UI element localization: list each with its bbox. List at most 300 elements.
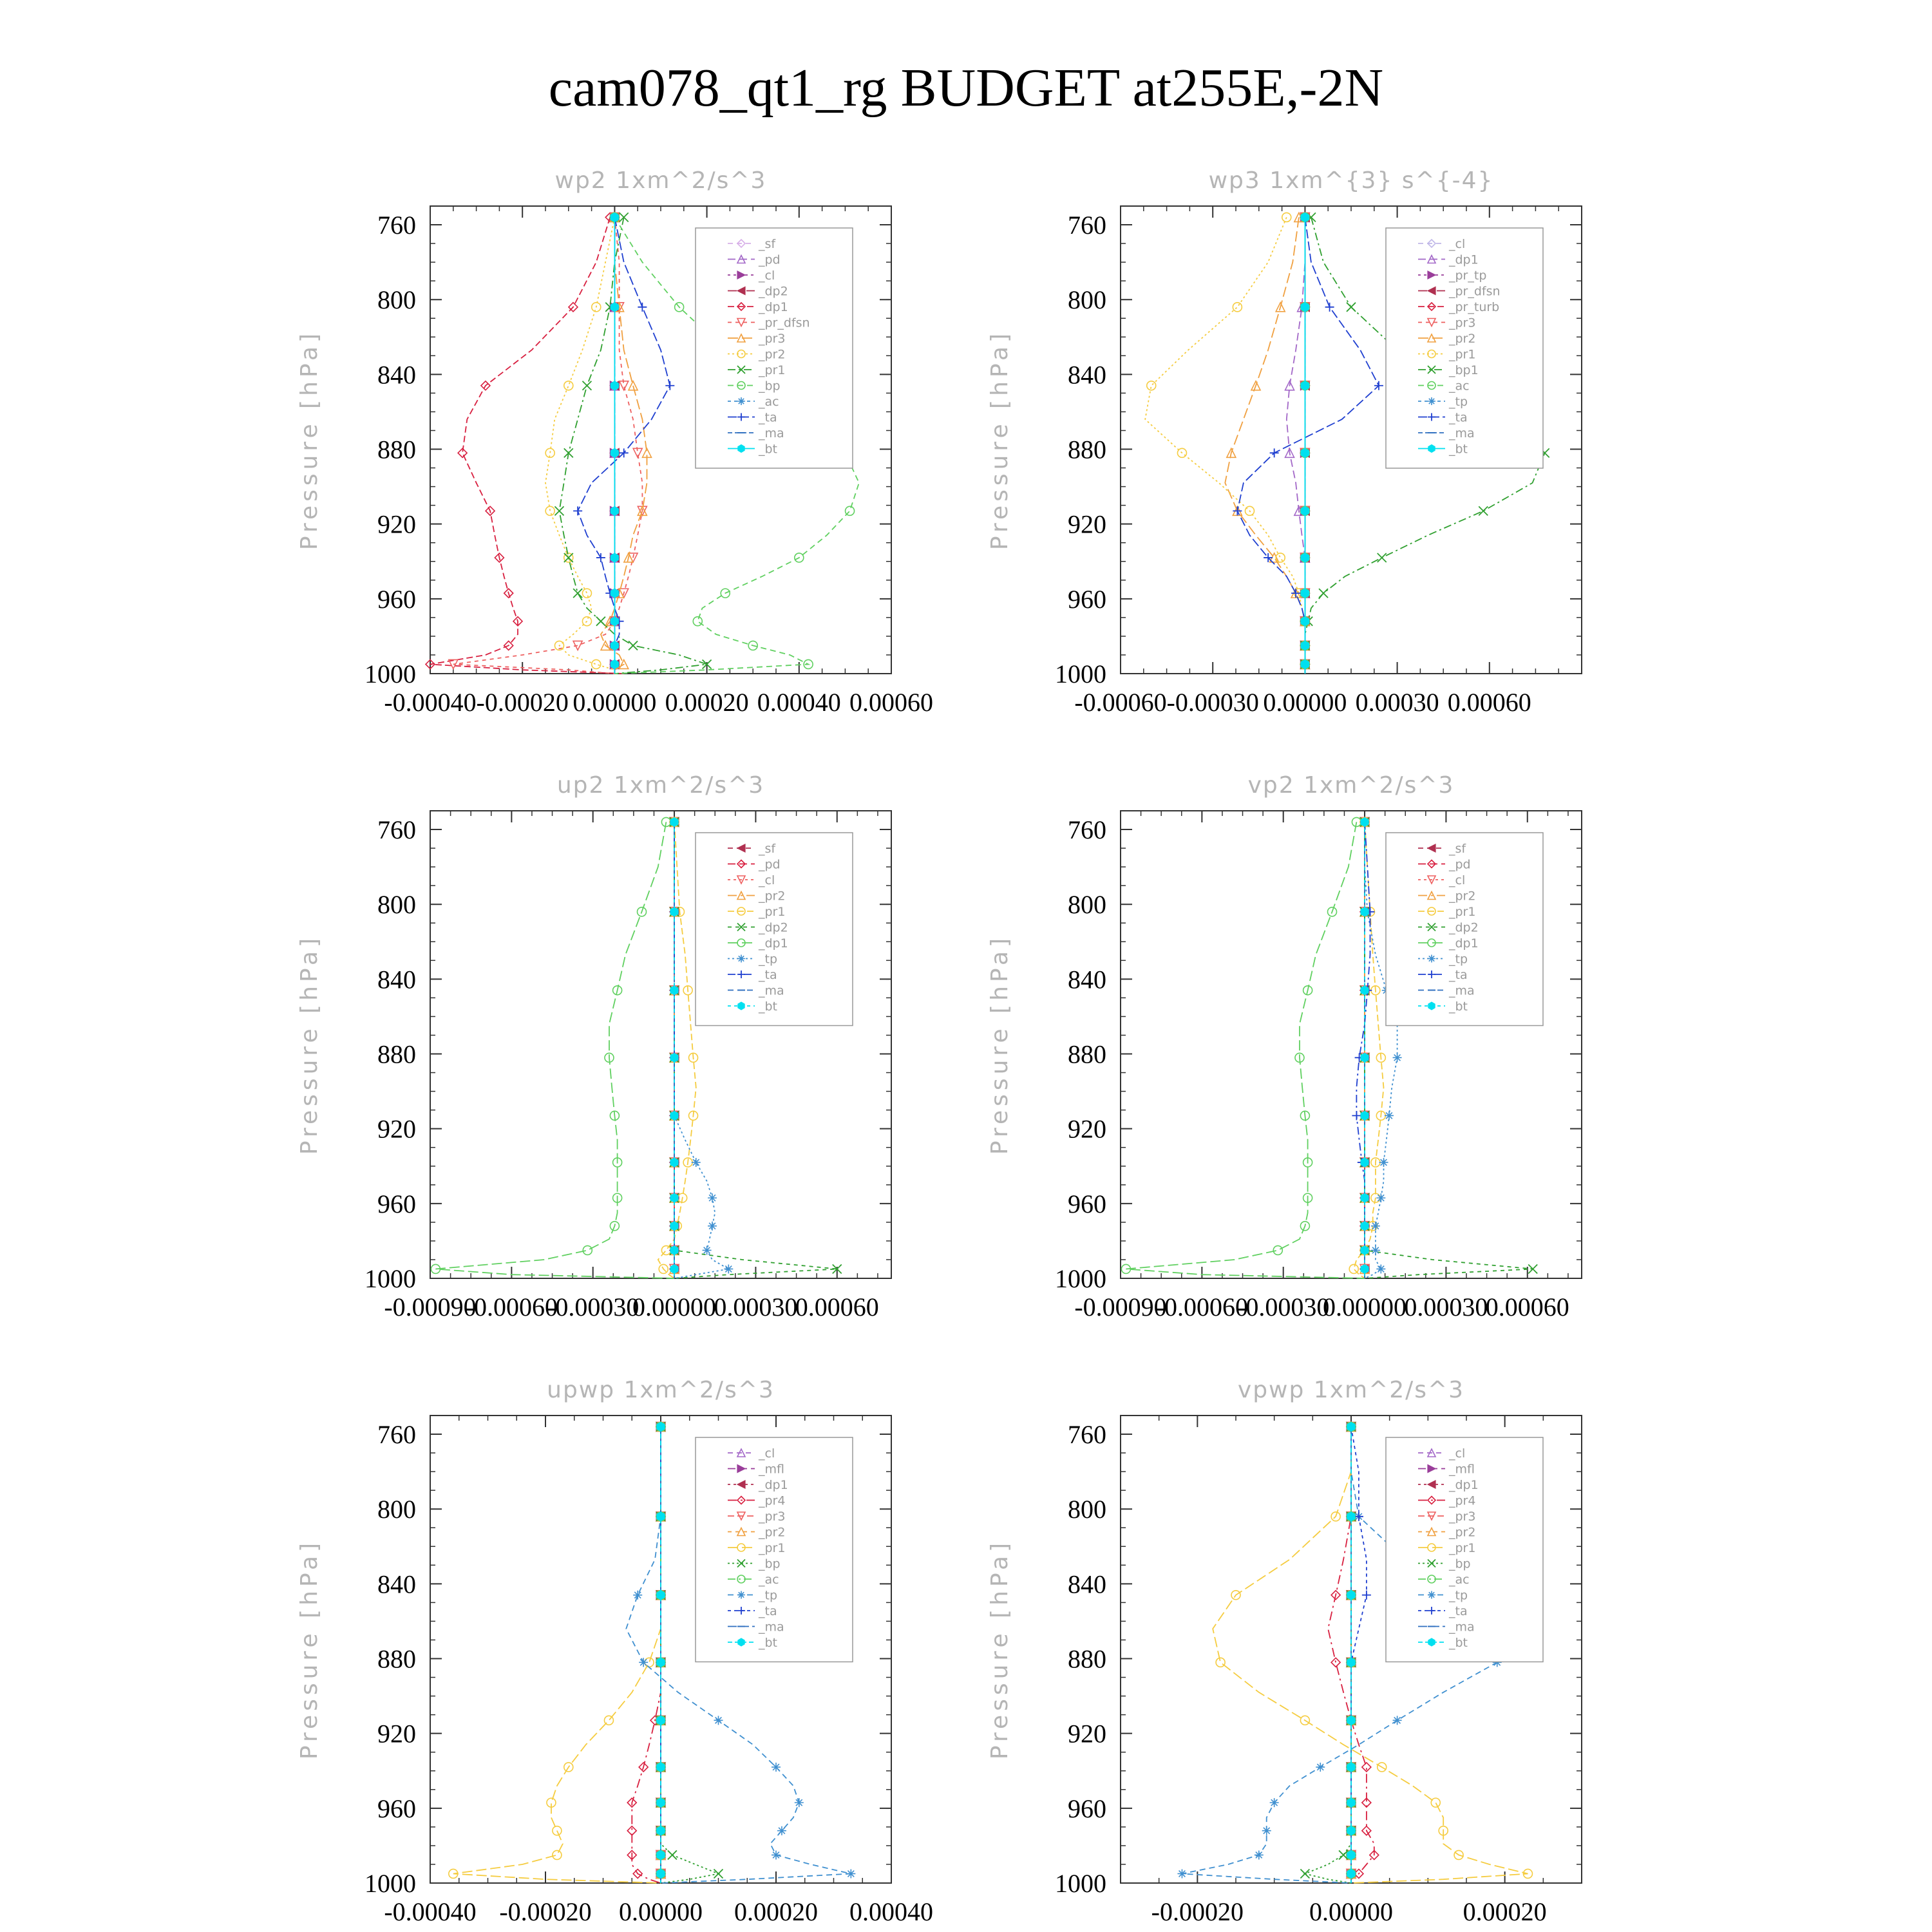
legend-label: _ta bbox=[1449, 968, 1468, 982]
x-tick-label: 0.00040 bbox=[849, 1897, 933, 1926]
y-axis-label: Pressure [hPa] bbox=[296, 1539, 323, 1760]
data-point bbox=[657, 1591, 665, 1600]
y-tick-label: 840 bbox=[1068, 965, 1106, 994]
legend-label: _sf bbox=[1449, 842, 1466, 856]
series-line bbox=[578, 217, 670, 674]
data-point bbox=[1316, 1763, 1325, 1772]
data-point bbox=[693, 617, 702, 626]
data-point bbox=[554, 506, 564, 515]
data-point bbox=[657, 1422, 665, 1431]
y-tick-label: 800 bbox=[1068, 285, 1106, 315]
y-tick-label: 840 bbox=[377, 360, 416, 390]
data-point bbox=[611, 641, 618, 650]
y-tick-label: 960 bbox=[1068, 584, 1106, 614]
legend-label: _ta bbox=[1449, 410, 1468, 425]
y-axis-label: Pressure [hPa] bbox=[987, 934, 1013, 1155]
data-point bbox=[670, 1053, 678, 1062]
data-point bbox=[1262, 1826, 1271, 1835]
y-tick-label: 840 bbox=[377, 1569, 416, 1599]
y-tick-label: 1000 bbox=[1055, 659, 1106, 688]
data-point bbox=[703, 1245, 712, 1255]
legend-label: _mfl bbox=[759, 1462, 784, 1477]
series-dp1 bbox=[431, 817, 674, 1278]
data-point bbox=[1362, 1763, 1371, 1772]
data-point bbox=[629, 381, 638, 390]
data-point bbox=[1361, 1111, 1368, 1120]
data-point bbox=[611, 589, 618, 598]
y-tick-label: 800 bbox=[377, 285, 416, 315]
legend-label: _cl bbox=[759, 269, 775, 283]
x-tick-label: -0.00020 bbox=[1151, 1897, 1244, 1926]
data-point bbox=[1301, 641, 1309, 650]
series-line bbox=[435, 822, 674, 1278]
data-point bbox=[1177, 1869, 1186, 1878]
series-bt bbox=[611, 213, 618, 674]
chart-panel-6 bbox=[987, 1377, 1582, 1926]
data-point bbox=[1379, 1158, 1388, 1167]
series-line bbox=[1126, 822, 1365, 1278]
legend-label: _tp bbox=[759, 1588, 778, 1603]
data-point bbox=[1385, 1111, 1394, 1120]
data-point bbox=[583, 1245, 592, 1255]
data-point bbox=[553, 1850, 562, 1859]
series-line bbox=[1225, 217, 1305, 674]
data-point bbox=[670, 817, 678, 826]
data-point bbox=[1361, 1265, 1368, 1274]
legend-marker bbox=[1428, 1002, 1435, 1010]
legend-label: _cl bbox=[1449, 873, 1466, 887]
legend-label: _pr2 bbox=[1449, 332, 1476, 346]
legend-label: _dp1 bbox=[1449, 252, 1479, 267]
legend-label: _pd bbox=[1449, 857, 1471, 872]
legend-marker bbox=[1428, 1591, 1435, 1599]
y-axis-label: Pressure [hPa] bbox=[296, 934, 323, 1155]
legend-marker bbox=[738, 1002, 744, 1010]
series-line bbox=[545, 217, 614, 674]
data-point bbox=[1361, 1053, 1368, 1062]
panel-title: up2 1xm^2/s^3 bbox=[556, 772, 765, 799]
data-point bbox=[1362, 1591, 1371, 1600]
legend-label: _bt bbox=[1449, 999, 1468, 1014]
x-tick-label: 0.00030 bbox=[1355, 688, 1439, 717]
y-tick-label: 760 bbox=[1068, 211, 1106, 240]
data-point bbox=[1233, 506, 1242, 515]
y-tick-label: 760 bbox=[377, 1420, 416, 1450]
data-point bbox=[1347, 1850, 1355, 1859]
y-tick-label: 1000 bbox=[365, 1264, 416, 1293]
y-tick-label: 880 bbox=[1068, 1039, 1106, 1069]
y-tick-label: 960 bbox=[377, 1189, 416, 1218]
data-point bbox=[611, 303, 618, 312]
data-point bbox=[1270, 1798, 1279, 1807]
chart-panel-4 bbox=[987, 772, 1582, 1321]
data-point bbox=[1361, 1158, 1368, 1167]
data-point bbox=[657, 1826, 665, 1835]
data-point bbox=[846, 506, 855, 515]
legend-label: _ta bbox=[759, 410, 777, 425]
y-tick-label: 1000 bbox=[1055, 1869, 1106, 1898]
legend bbox=[1386, 833, 1543, 1026]
data-point bbox=[1255, 1850, 1264, 1859]
data-point bbox=[1233, 303, 1242, 312]
legend-label: _tp bbox=[1449, 1588, 1468, 1603]
legend-marker bbox=[737, 955, 745, 963]
legend-label: _ta bbox=[759, 1604, 777, 1618]
x-tick-label: 0.00020 bbox=[734, 1897, 818, 1926]
y-tick-label: 920 bbox=[1068, 509, 1106, 539]
data-point bbox=[573, 589, 582, 598]
series-dp1 bbox=[1285, 213, 1310, 674]
data-point bbox=[1361, 1245, 1368, 1255]
data-point bbox=[724, 1264, 733, 1273]
y-tick-label: 840 bbox=[1068, 1569, 1106, 1599]
legend-label: _pr2 bbox=[1449, 1525, 1476, 1540]
data-point bbox=[1347, 1870, 1355, 1879]
legend-marker bbox=[1428, 1638, 1435, 1646]
data-point bbox=[657, 1716, 665, 1725]
chart-panel-3 bbox=[296, 772, 891, 1321]
data-point bbox=[1361, 1193, 1368, 1202]
legend-label: _pr1 bbox=[759, 905, 786, 919]
legend-label: _pr3 bbox=[1449, 316, 1476, 330]
x-tick-label: 0.00060 bbox=[1485, 1293, 1569, 1321]
x-tick-label: 0.00020 bbox=[1463, 1897, 1547, 1926]
y-tick-label: 960 bbox=[1068, 1794, 1106, 1823]
legend-label: _dp1 bbox=[1449, 936, 1479, 951]
x-tick-label: -0.00020 bbox=[476, 688, 569, 717]
data-point bbox=[657, 1512, 665, 1521]
data-point bbox=[1393, 1716, 1402, 1725]
legend-label: _ac bbox=[1449, 379, 1470, 393]
data-point bbox=[657, 1850, 665, 1859]
legend bbox=[1386, 228, 1543, 468]
legend-label: _pr1 bbox=[1449, 347, 1476, 362]
legend bbox=[696, 833, 853, 1026]
data-point bbox=[1378, 553, 1387, 562]
series-dp1 bbox=[426, 213, 624, 674]
data-point bbox=[582, 381, 591, 390]
legend bbox=[696, 1437, 853, 1662]
legend-label: _bt bbox=[759, 999, 778, 1014]
legend-label: _pr1 bbox=[1449, 905, 1476, 919]
legend-label: _ac bbox=[759, 1573, 779, 1587]
data-point bbox=[1301, 617, 1309, 626]
legend-marker bbox=[738, 445, 744, 453]
y-tick-label: 880 bbox=[377, 435, 416, 464]
y-axis-label: Pressure [hPa] bbox=[987, 1539, 1013, 1760]
series-line bbox=[601, 217, 647, 674]
legend-label: _ma bbox=[759, 983, 784, 998]
x-tick-label: 0.00020 bbox=[665, 688, 749, 717]
data-point bbox=[1276, 553, 1285, 562]
legend-label: _ma bbox=[759, 1620, 784, 1634]
data-point bbox=[1301, 506, 1309, 515]
data-point bbox=[1300, 1869, 1309, 1878]
data-point bbox=[772, 1763, 781, 1772]
data-point bbox=[657, 1763, 665, 1772]
data-point bbox=[670, 986, 678, 995]
data-point bbox=[1347, 1763, 1355, 1772]
data-point bbox=[1361, 986, 1368, 995]
series-pr4 bbox=[627, 1422, 665, 1883]
x-tick-label: -0.00090 bbox=[1074, 1293, 1167, 1321]
y-tick-label: 960 bbox=[377, 584, 416, 614]
data-point bbox=[1301, 553, 1309, 562]
data-point bbox=[1361, 1222, 1368, 1231]
data-point bbox=[1325, 303, 1334, 312]
legend-label: _bp bbox=[759, 379, 781, 393]
y-tick-label: 800 bbox=[377, 1495, 416, 1524]
data-point bbox=[611, 660, 618, 669]
y-tick-label: 1000 bbox=[1055, 1264, 1106, 1293]
x-tick-label: 0.00060 bbox=[849, 688, 933, 717]
x-tick-label: -0.00030 bbox=[547, 1293, 639, 1321]
data-point bbox=[1301, 381, 1309, 390]
legend-label: _pr1 bbox=[1449, 1541, 1476, 1555]
legend-label: _pr2 bbox=[759, 347, 786, 362]
legend-label: _bp bbox=[759, 1557, 781, 1571]
y-tick-label: 760 bbox=[1068, 1420, 1106, 1450]
legend-label: _bt bbox=[1449, 442, 1468, 457]
data-point bbox=[772, 1850, 781, 1859]
data-point bbox=[611, 448, 618, 457]
data-point bbox=[1270, 448, 1279, 457]
y-axis-label: Pressure [hPa] bbox=[987, 329, 1013, 551]
data-point bbox=[1301, 660, 1309, 669]
x-tick-label: 0.00030 bbox=[1404, 1293, 1488, 1321]
legend-label: _pr_tp bbox=[1449, 269, 1487, 283]
legend-label: _bp bbox=[1449, 1557, 1471, 1571]
x-tick-label: 0.00000 bbox=[1309, 1897, 1393, 1926]
y-tick-label: 960 bbox=[1068, 1189, 1106, 1218]
legend-label: _bp1 bbox=[1449, 363, 1479, 377]
data-point bbox=[1347, 1591, 1355, 1600]
y-tick-label: 800 bbox=[1068, 890, 1106, 920]
legend-label: _pr_dfsn bbox=[1449, 284, 1501, 299]
data-point bbox=[670, 1222, 678, 1231]
chart-panel-1 bbox=[296, 167, 933, 717]
data-point bbox=[573, 506, 582, 515]
data-point bbox=[670, 1193, 678, 1202]
series-pr4 bbox=[1328, 1422, 1379, 1883]
data-point bbox=[1347, 1716, 1355, 1725]
data-point bbox=[708, 1193, 717, 1202]
y-tick-label: 920 bbox=[1068, 1114, 1106, 1144]
data-point bbox=[670, 1158, 678, 1167]
legend-label: _tp bbox=[1449, 395, 1468, 409]
x-tick-label: -0.00060 bbox=[1155, 1293, 1249, 1321]
series-pr1 bbox=[449, 1422, 665, 1883]
x-tick-label: -0.00030 bbox=[1237, 1293, 1330, 1321]
legend-marker bbox=[737, 1591, 745, 1599]
legend-label: _dp1 bbox=[759, 300, 788, 314]
series-pr1 bbox=[1145, 213, 1309, 674]
x-tick-label: 0.00060 bbox=[795, 1293, 879, 1321]
series-line bbox=[1237, 217, 1379, 674]
legend-label: _bt bbox=[759, 1636, 778, 1650]
data-point bbox=[611, 381, 618, 390]
x-tick-label: -0.00060 bbox=[1074, 688, 1167, 717]
legend-label: _pr2 bbox=[759, 889, 786, 904]
legend-label: _pr_turb bbox=[1449, 300, 1500, 314]
data-point bbox=[1361, 817, 1368, 826]
legend-label: _tp bbox=[1449, 952, 1468, 967]
data-point bbox=[657, 1658, 665, 1667]
legend-label: _ma bbox=[1449, 426, 1475, 440]
y-tick-label: 1000 bbox=[365, 1869, 416, 1898]
legend-label: _pr_dfsn bbox=[759, 316, 810, 330]
series-line bbox=[1351, 1426, 1367, 1883]
panel-title: wp3 1xm^{3} s^{-4} bbox=[1208, 167, 1494, 194]
series-pr3 bbox=[601, 213, 652, 674]
legend-label: _ac bbox=[759, 395, 779, 409]
legend-label: _pr3 bbox=[759, 332, 786, 346]
series-pr2 bbox=[1225, 213, 1309, 674]
data-point bbox=[629, 641, 638, 650]
data-point bbox=[596, 617, 605, 626]
data-point bbox=[1479, 506, 1488, 515]
data-point bbox=[665, 381, 674, 390]
legend-label: _dp1 bbox=[759, 936, 788, 951]
series-line bbox=[1305, 1426, 1351, 1883]
series-pr1 bbox=[554, 213, 711, 674]
legend-label: _ta bbox=[759, 968, 777, 982]
data-point bbox=[611, 213, 618, 222]
data-point bbox=[611, 506, 618, 515]
x-tick-label: -0.00020 bbox=[499, 1897, 592, 1926]
data-point bbox=[670, 1245, 678, 1255]
y-axis-label: Pressure [hPa] bbox=[296, 329, 323, 551]
data-point bbox=[1431, 1798, 1440, 1807]
x-tick-label: 0.00060 bbox=[1447, 688, 1531, 717]
data-point bbox=[1347, 303, 1356, 312]
series-line bbox=[560, 217, 707, 674]
panel-title: vpwp 1xm^2/s^3 bbox=[1237, 1377, 1465, 1403]
y-tick-label: 960 bbox=[377, 1794, 416, 1823]
legend-label: _sf bbox=[759, 842, 776, 856]
legend-label: _dp1 bbox=[759, 1478, 788, 1492]
data-point bbox=[604, 1716, 613, 1725]
data-point bbox=[1393, 1053, 1402, 1062]
series-bt bbox=[1361, 817, 1368, 1278]
data-point bbox=[714, 1716, 723, 1725]
data-point bbox=[1371, 1245, 1380, 1255]
y-tick-label: 880 bbox=[1068, 435, 1106, 464]
y-tick-label: 840 bbox=[1068, 360, 1106, 390]
series-ta bbox=[1233, 213, 1383, 674]
data-point bbox=[633, 1591, 642, 1600]
x-tick-label: -0.00060 bbox=[465, 1293, 558, 1321]
x-tick-label: 0.00040 bbox=[757, 688, 841, 717]
chart-panel-5 bbox=[296, 1377, 933, 1926]
legend-label: _pr3 bbox=[1449, 1510, 1476, 1524]
legend bbox=[696, 228, 853, 468]
legend bbox=[1386, 1437, 1543, 1662]
data-point bbox=[1376, 1264, 1385, 1273]
legend-label: _cl bbox=[759, 1446, 775, 1461]
y-tick-label: 760 bbox=[1068, 815, 1106, 845]
series-line bbox=[1356, 822, 1370, 1278]
x-tick-label: -0.00090 bbox=[384, 1293, 477, 1321]
data-point bbox=[611, 553, 618, 562]
legend-label: _dp2 bbox=[759, 284, 788, 299]
data-point bbox=[692, 1158, 701, 1167]
y-tick-label: 1000 bbox=[365, 659, 416, 688]
y-tick-label: 880 bbox=[377, 1039, 416, 1069]
y-tick-label: 920 bbox=[377, 509, 416, 539]
legend-label: _cl bbox=[1449, 237, 1466, 251]
legend-label: _dp1 bbox=[1449, 1478, 1479, 1492]
y-tick-label: 880 bbox=[1068, 1644, 1106, 1674]
series-line bbox=[632, 1426, 661, 1883]
data-point bbox=[1361, 907, 1368, 916]
y-tick-label: 800 bbox=[1068, 1495, 1106, 1524]
x-tick-label: 0.00000 bbox=[1323, 1293, 1407, 1321]
legend-label: _pd bbox=[759, 252, 781, 267]
data-point bbox=[1273, 1245, 1282, 1255]
series-ta bbox=[1352, 817, 1374, 1278]
data-point bbox=[1376, 1193, 1385, 1202]
series-bp bbox=[1300, 1422, 1356, 1883]
series-line bbox=[658, 822, 696, 1278]
data-point bbox=[795, 1798, 804, 1807]
data-point bbox=[670, 907, 678, 916]
y-tick-label: 880 bbox=[377, 1644, 416, 1674]
y-tick-label: 800 bbox=[377, 890, 416, 920]
data-point bbox=[582, 589, 591, 598]
x-tick-label: -0.00040 bbox=[384, 1897, 477, 1926]
data-point bbox=[564, 381, 573, 390]
legend-label: _pr4 bbox=[1449, 1493, 1476, 1508]
legend-label: _mfl bbox=[1449, 1462, 1475, 1477]
x-tick-label: 0.00030 bbox=[714, 1293, 798, 1321]
data-point bbox=[668, 1850, 677, 1859]
series-bt bbox=[670, 817, 678, 1278]
data-point bbox=[564, 553, 573, 562]
legend-label: _pr2 bbox=[1449, 889, 1476, 904]
data-point bbox=[592, 659, 601, 668]
data-point bbox=[1319, 589, 1328, 598]
panel-title: upwp 1xm^2/s^3 bbox=[547, 1377, 775, 1403]
series-bt bbox=[1301, 213, 1309, 674]
x-tick-label: -0.00040 bbox=[384, 688, 477, 717]
series-line bbox=[453, 1426, 661, 1883]
legend-marker bbox=[738, 1638, 744, 1646]
y-tick-label: 760 bbox=[377, 211, 416, 240]
series-pr1 bbox=[1349, 817, 1385, 1278]
legend-marker bbox=[1428, 955, 1435, 963]
data-point bbox=[657, 1798, 665, 1807]
x-tick-label: 0.00000 bbox=[573, 688, 657, 717]
legend-marker bbox=[1428, 397, 1435, 405]
x-tick-label: 0.00000 bbox=[632, 1293, 717, 1321]
data-point bbox=[1216, 1658, 1225, 1667]
data-point bbox=[1347, 1658, 1355, 1667]
legend-label: _sf bbox=[759, 237, 776, 251]
data-point bbox=[1349, 1264, 1358, 1273]
series-ta bbox=[1347, 1422, 1371, 1883]
data-point bbox=[1371, 1222, 1380, 1231]
data-point bbox=[1301, 589, 1309, 598]
panel-title: wp2 1xm^2/s^3 bbox=[554, 167, 767, 194]
data-point bbox=[1301, 213, 1309, 222]
legend-label: _cl bbox=[1449, 1446, 1466, 1461]
data-point bbox=[1147, 381, 1156, 390]
chart-panel-2 bbox=[987, 167, 1582, 717]
legend-label: _pr4 bbox=[759, 1493, 786, 1508]
x-tick-label: -0.00030 bbox=[1166, 688, 1259, 717]
legend-label: _cl bbox=[759, 873, 775, 887]
